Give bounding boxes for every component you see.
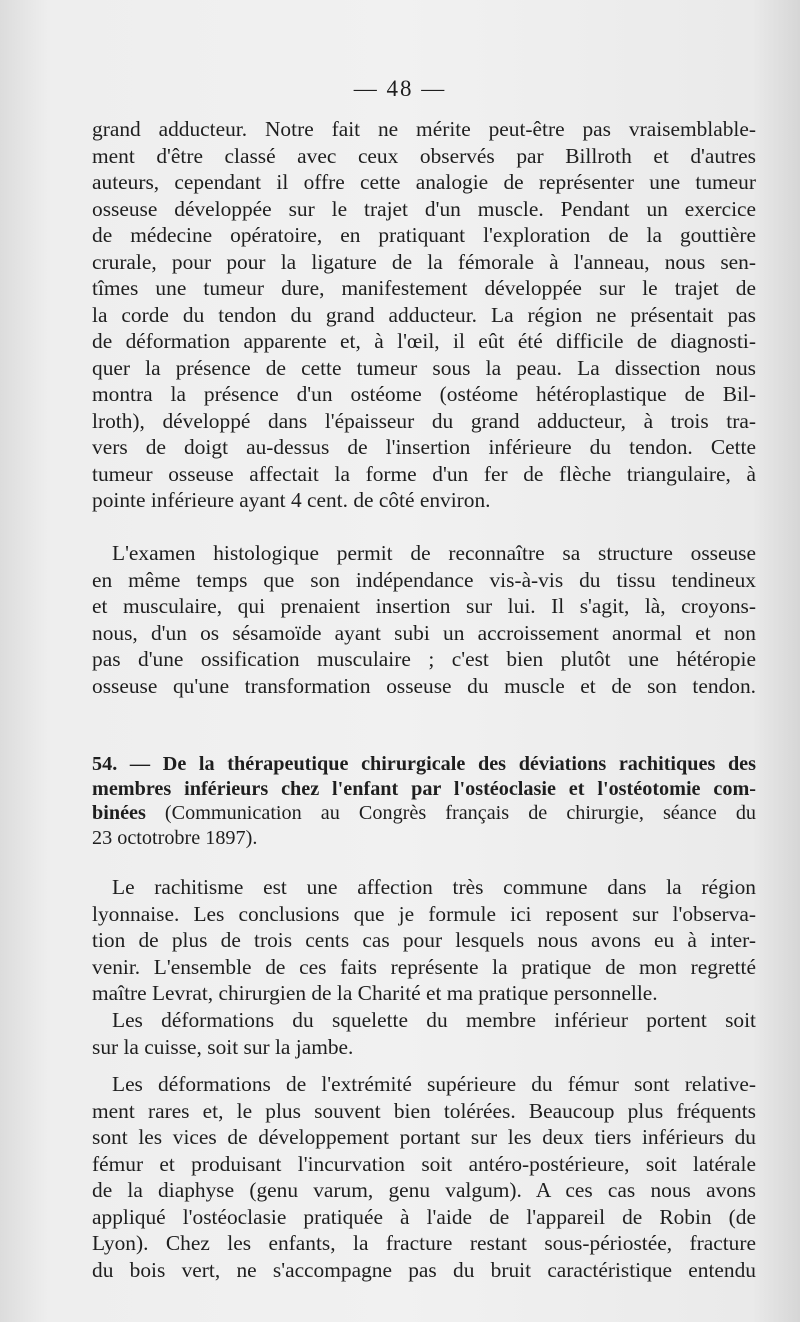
- paragraph-deformations: [92, 1007, 756, 1060]
- text-line: crurale, pour pour la ligature de la fémorale à l'anneau, nous sen-: [92, 249, 756, 274]
- text-line: Le rachitisme est une affection très commune dans la région: [112, 875, 756, 899]
- text-line: fémur et produisant l'incurvation soit antéro-postérieure, soit latérale: [92, 1151, 756, 1176]
- text-line: ment d'être classé avec ceux observés par Billroth et d'autres: [92, 143, 756, 168]
- text-line: en même temps que son indépendance vis-à-vis du tissu tendineux: [92, 567, 756, 592]
- text-line: du bois vert, ne s'accompagne pas du bruit caractéristique entendu: [92, 1257, 756, 1282]
- text-line: et musculaire, qui prenaient insertion sur lui. Il s'agit, là, croyons-: [92, 594, 756, 618]
- text-line: tumeur osseuse affectait la forme d'un fer de flèche triangulaire, à: [92, 461, 756, 486]
- text-line: Les déformations du squelette du membre inférieur portent soit: [112, 1008, 756, 1032]
- text-line: auteurs, cependant il offre cette analogie de représenter une tumeur: [92, 170, 756, 194]
- text-line: lroth), développé dans l'épaisseur du grand adducteur, à trois tra-: [92, 408, 756, 433]
- text-line: ment rares et, le plus souvent bien tolérées. Beaucoup plus fréquents: [92, 1098, 756, 1123]
- section-citation: (Communication au Congrès français de chirurgie, séance du: [145, 802, 756, 824]
- text-line: lyonnaise. Les conclusions que je formule ici reposent sur l'observa-: [92, 901, 756, 926]
- text-line: sur la cuisse, soit sur la jambe.: [92, 1034, 354, 1059]
- page-number: — 48 —: [353, 76, 447, 101]
- section-title-line: 54. — De la thérapeutique chirurgicale des déviations rachitiques des: [92, 753, 756, 775]
- text-line: tîmes une tumeur dure, manifestement développée sur le trajet de: [92, 276, 756, 300]
- text-line: L'examen histologique permit de reconnaître sa structure osseuse: [112, 541, 756, 565]
- text-line: la corde du tendon du grand adducteur. La région ne présentait pas: [92, 302, 756, 327]
- text-line: quer la présence de cette tumeur sous la peau. La dissection nous: [92, 355, 756, 380]
- text-line: venir. L'ensemble de ces faits représente la pratique de mon regretté: [92, 954, 756, 979]
- text-line: Lyon). Chez les enfants, la fracture restant sous-périostée, fracture: [92, 1231, 756, 1255]
- section-title-line: membres inférieurs chez l'enfant par l'ostéoclasie et l'ostéotomie com-: [92, 777, 756, 800]
- text-line: sont les vices de développement portant sur les deux tiers inférieurs du: [92, 1125, 756, 1149]
- text-line: tion de plus de trois cents cas pour lesquels nous avons eu à inter-: [92, 928, 756, 952]
- text-line: de médecine opératoire, en pratiquant l'exploration de la gouttière: [92, 223, 756, 247]
- text-line: de déformation apparente et, à l'œil, il eût été difficile de diagnosti-: [92, 329, 756, 353]
- text-line: pointe inférieure ayant 4 cent. de côté environ.: [92, 488, 491, 512]
- section-title-line: [92, 801, 756, 826]
- paragraph-femur: [92, 1071, 756, 1283]
- text-line: grand adducteur. Notre fait ne mérite peut-être pas vraisemblable-: [92, 117, 756, 141]
- text-line: osseuse développée sur le trajet d'un muscle. Pendant un exercice: [92, 196, 756, 221]
- text-line: pas d'une ossification musculaire ; c'est bien plutôt une hétéropie: [92, 647, 756, 671]
- paragraph-histology: [92, 540, 756, 699]
- text-line: de la diaphyse (genu varum, genu valgum). A ces cas nous avons: [92, 1178, 756, 1202]
- text-line: osseuse qu'une transformation osseuse du muscle et de son tendon.: [92, 673, 756, 698]
- text-line: maître Levrat, chirurgien de la Charité et ma pratique personnelle.: [92, 981, 658, 1005]
- text-line: Les déformations de l'extrémité supérieure du fémur sont relative-: [112, 1072, 756, 1096]
- section-citation-date: 23 octotrobre 1897).: [92, 826, 258, 849]
- section-54-heading: [92, 752, 756, 850]
- text-line: appliqué l'ostéoclasie pratiquée à l'aide de l'appareil de Robin (de: [92, 1204, 756, 1229]
- paragraph-rachitisme: [92, 874, 756, 1007]
- text-line: nous, d'un os sésamoïde ayant subi un accroissement anormal et non: [92, 620, 756, 645]
- paragraph-osteome-case: [92, 116, 756, 514]
- text-line: vers de doigt au-dessus de l'insertion inférieure du tendon. Cette: [92, 435, 756, 459]
- section-title-bold: binées: [92, 802, 146, 824]
- text-line: montra la présence d'un ostéome (ostéome hétéroplastique de Bil-: [92, 382, 756, 406]
